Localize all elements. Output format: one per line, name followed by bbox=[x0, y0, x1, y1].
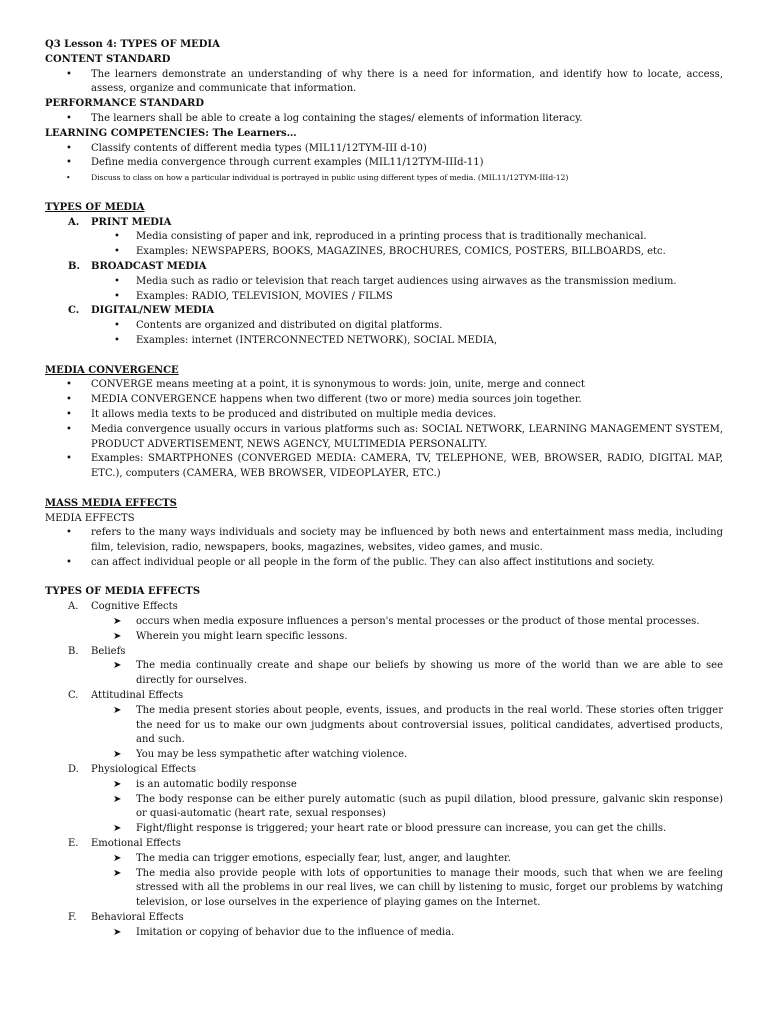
list-item: ➤ Imitation or copying of behavior due to the influence of media. bbox=[136, 926, 723, 941]
effect-title bbox=[45, 911, 723, 926]
list-letter: C. bbox=[68, 305, 80, 317]
list-letter: B. bbox=[68, 645, 79, 657]
performance-standard-list bbox=[91, 112, 723, 127]
list-item: • Examples: internet (INTERCONNECTED NETWORK), SOCIAL MEDIA, bbox=[136, 334, 723, 349]
effect-group bbox=[45, 645, 723, 689]
types-of-media-heading: TYPES OF MEDIA bbox=[45, 201, 145, 213]
list-item: • can affect individual people or all people in the form of the public. They can also affect institutions and society. bbox=[91, 556, 723, 571]
effect-title bbox=[45, 600, 723, 615]
media-type-group bbox=[45, 304, 723, 348]
effect-group bbox=[45, 763, 723, 837]
list-item: • Media consisting of paper and ink, reproduced in a printing process that is traditionally mechanical. bbox=[136, 230, 723, 245]
types-of-effects-list bbox=[45, 600, 723, 940]
list-letter: A. bbox=[68, 216, 80, 228]
media-type-group bbox=[45, 216, 723, 260]
mass-media-effects-heading: MASS MEDIA EFFECTS bbox=[45, 497, 177, 509]
mass-media-effects-list bbox=[91, 526, 723, 570]
list-item: • The learners demonstrate an understanding of why there is a need for information, and identify how to locate, access, assess, organize and communicate that information. bbox=[91, 68, 723, 98]
list-item: • Examples: SMARTPHONES (CONVERGED MEDIA: CAMERA, TV, TELEPHONE, WEB, BROWSER, RADIO, DIGITAL MAP, ETC.), computers (CAMERA, WEB BROWSER, VIDEOPLAYER, ETC.) bbox=[91, 452, 723, 482]
performance-standard-heading: PERFORMANCE STANDARD bbox=[45, 98, 205, 110]
list-letter: F. bbox=[68, 912, 77, 924]
effect-details bbox=[136, 926, 723, 941]
effect-label: Beliefs bbox=[91, 645, 126, 657]
document-page bbox=[45, 38, 723, 941]
list-item: ➤ Fight/flight response is triggered; your heart rate or blood pressure can increase, you can get the chills. bbox=[136, 822, 723, 837]
spacer bbox=[45, 571, 723, 586]
competencies-heading: LEARNING COMPETENCIES: The Learners… bbox=[45, 127, 297, 139]
list-item: ➤ occurs when media exposure influences a person's mental processes or the product of those mental processes. bbox=[136, 615, 723, 630]
effect-title bbox=[45, 763, 723, 778]
list-item: • It allows media texts to be produced and distributed on multiple media devices. bbox=[91, 408, 723, 423]
list-item: ➤ is an automatic bodily response bbox=[136, 778, 723, 793]
media-type-group bbox=[45, 260, 723, 304]
media-type-title bbox=[45, 304, 723, 319]
list-item: • refers to the many ways individuals and society may be influenced by both news and entertainment mass media, including film, television, radio, newspapers, books, magazines, websites, video games, and music. bbox=[91, 526, 723, 556]
effect-label: Behavioral Effects bbox=[91, 912, 184, 924]
effect-title bbox=[45, 689, 723, 704]
effect-title bbox=[45, 645, 723, 660]
effect-label: Cognitive Effects bbox=[91, 601, 178, 613]
media-effects-subheading: MEDIA EFFECTS bbox=[45, 512, 135, 524]
spacer bbox=[45, 482, 723, 497]
effect-group bbox=[45, 837, 723, 911]
competencies-list bbox=[91, 142, 723, 186]
list-item: • Contents are organized and distributed on digital platforms. bbox=[136, 319, 723, 334]
lesson-title: Q3 Lesson 4: TYPES OF MEDIA bbox=[45, 39, 220, 50]
effect-details bbox=[136, 704, 723, 763]
effect-group bbox=[45, 689, 723, 763]
media-type-details bbox=[136, 275, 723, 305]
list-item: ➤ The media present stories about people, events, issues, and products in the real world. These stories often trigger the need for us to make our own judgments about controversial issues, political candidates, advertised products, and such. bbox=[136, 704, 723, 748]
list-item: • Define media convergence through current examples (MIL11/12TYM-IIId-11) bbox=[91, 156, 723, 171]
list-item: ➤ The media continually create and shape our beliefs by showing us more of the world than we are able to see directly for ourselves. bbox=[136, 659, 723, 689]
list-item: ➤ The media also provide people with lots of opportunities to manage their moods, such that when we are feeling stressed with all the problems in our real lives, we can chill by listening to music, forget our problems by watching television, or lose ourselves in the experience of playing games on the Internet. bbox=[136, 867, 723, 911]
spacer bbox=[45, 186, 723, 201]
list-item: • CONVERGE means meeting at a point, it is synonymous to words: join, unite, merge and connect bbox=[91, 378, 723, 393]
media-convergence-heading: MEDIA CONVERGENCE bbox=[45, 364, 179, 376]
list-letter: B. bbox=[68, 260, 80, 272]
list-letter: E. bbox=[68, 838, 79, 850]
list-letter: D. bbox=[68, 764, 79, 776]
content-standard-heading: CONTENT STANDARD bbox=[45, 53, 171, 65]
effect-group bbox=[45, 911, 723, 941]
effect-details bbox=[136, 852, 723, 911]
list-letter: A. bbox=[68, 601, 79, 613]
spacer bbox=[45, 349, 723, 364]
list-item: ➤ You may be less sympathetic after watching violence. bbox=[136, 748, 723, 763]
effect-details bbox=[136, 778, 723, 837]
media-type-label: PRINT MEDIA bbox=[91, 216, 172, 228]
effect-title bbox=[45, 837, 723, 852]
effect-label: Emotional Effects bbox=[91, 838, 181, 850]
list-item: • Media such as radio or television that reach target audiences using airwaves as the transmission medium. bbox=[136, 275, 723, 290]
media-convergence-list bbox=[91, 378, 723, 482]
content-standard-list bbox=[91, 68, 723, 98]
effect-details bbox=[136, 615, 723, 645]
effect-details bbox=[136, 659, 723, 689]
media-type-title bbox=[45, 216, 723, 231]
media-type-title bbox=[45, 260, 723, 275]
list-item: • MEDIA CONVERGENCE happens when two different (two or more) media sources join together. bbox=[91, 393, 723, 408]
list-item: ➤ The media can trigger emotions, especially fear, lust, anger, and laughter. bbox=[136, 852, 723, 867]
list-item: • The learners shall be able to create a log containing the stages/ elements of information literacy. bbox=[91, 112, 723, 127]
effect-label: Physiological Effects bbox=[91, 764, 196, 776]
types-of-media-list bbox=[45, 216, 723, 349]
media-type-details bbox=[136, 230, 723, 260]
list-item: • Discuss to class on how a particular individual is portrayed in public using different types of media. (MIL11/12TYM-IIId-12) bbox=[91, 171, 723, 186]
effect-label: Attitudinal Effects bbox=[91, 690, 184, 702]
media-type-label: BROADCAST MEDIA bbox=[91, 260, 207, 272]
list-item: ➤ The body response can be either purely automatic (such as pupil dilation, blood pressure, galvanic skin response) or quasi-automatic (heart rate, sexual responses) bbox=[136, 793, 723, 823]
list-item: • Examples: NEWSPAPERS, BOOKS, MAGAZINES, BROCHURES, COMICS, POSTERS, BILLBOARDS, etc. bbox=[136, 245, 723, 260]
list-item: • Examples: RADIO, TELEVISION, MOVIES / FILMS bbox=[136, 290, 723, 305]
list-item: ➤ Wherein you might learn specific lessons. bbox=[136, 630, 723, 645]
media-type-label: DIGITAL/NEW MEDIA bbox=[91, 305, 215, 317]
list-letter: C. bbox=[68, 690, 79, 702]
effect-group bbox=[45, 600, 723, 644]
types-of-effects-heading: TYPES OF MEDIA EFFECTS bbox=[45, 586, 201, 598]
media-type-details bbox=[136, 319, 723, 349]
list-item: • Classify contents of different media types (MIL11/12TYM-III d-10) bbox=[91, 142, 723, 157]
list-item: • Media convergence usually occurs in various platforms such as: SOCIAL NETWORK, LEARNING MANAGEMENT SYSTEM, PRODUCT ADVERTISEMENT, NEWS AGENCY, MULTIMEDIA PERSONALITY. bbox=[91, 423, 723, 453]
